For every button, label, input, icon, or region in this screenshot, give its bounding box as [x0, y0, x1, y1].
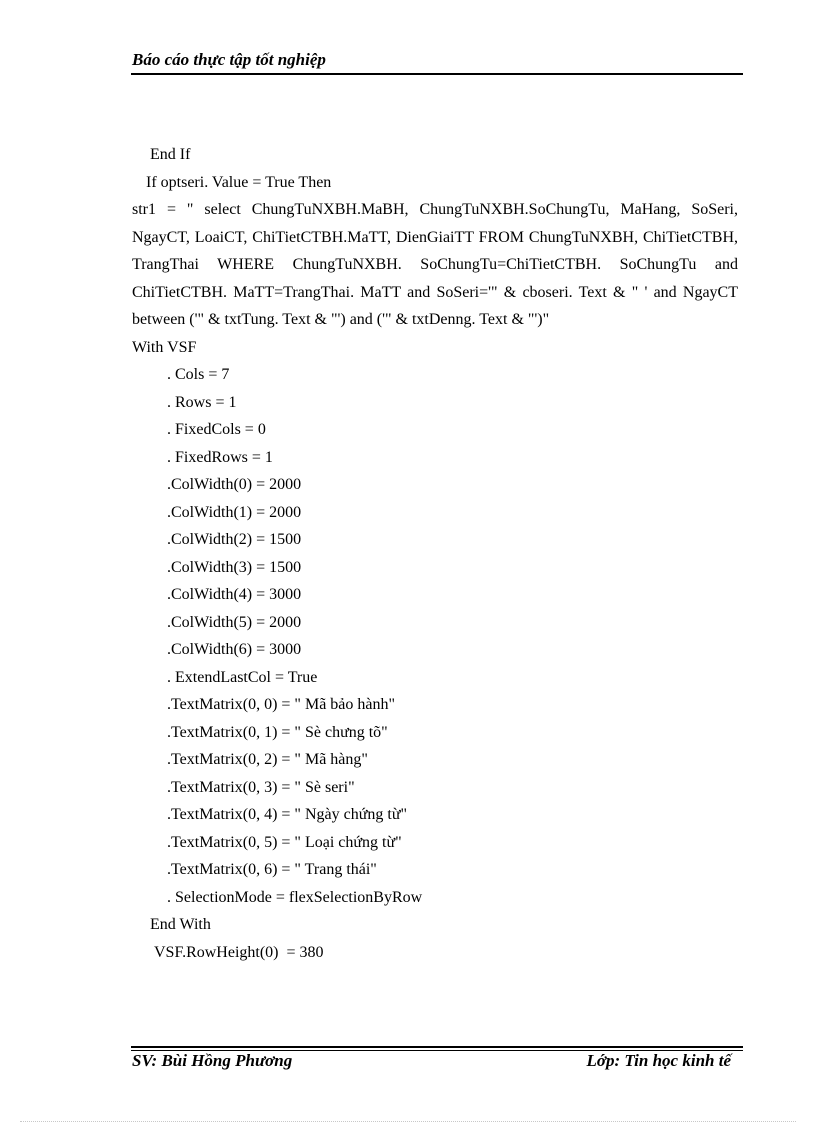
code-line: .ColWidth(3) = 1500 — [167, 558, 302, 576]
code-line: .TextMatrix(0, 4) = " Ngày chứng từ" — [167, 806, 408, 823]
with-block — [132, 361, 738, 911]
code-line: .TextMatrix(0, 3) = " Sè seri" — [167, 778, 355, 796]
code-line: .TextMatrix(0, 2) = " Mã hàng" — [167, 751, 368, 768]
footer-student: SV: Bùi Hồng Phương — [132, 1051, 293, 1070]
code-line: .ColWidth(5) = 2000 — [167, 613, 302, 631]
code-line: .TextMatrix(0, 5) = " Loại chứng từ" — [167, 833, 402, 851]
code-line-end-if: End If — [150, 146, 191, 163]
code-line: .TextMatrix(0, 0) = " Mã bảo hành" — [167, 696, 396, 713]
footer-rule — [131, 1046, 743, 1048]
code-line: .ColWidth(0) = 2000 — [167, 476, 302, 493]
page-edge-divider — [20, 1121, 796, 1122]
code-block — [132, 141, 738, 966]
header-title: Báo cáo thực tập tốt nghiệp — [132, 50, 326, 69]
code-line: . ExtendLastCol = True — [167, 668, 318, 686]
code-line-with: With VSF — [132, 338, 197, 356]
code-line: .TextMatrix(0, 1) = " Sè chưng tõ" — [167, 723, 388, 741]
code-line-end-with: End With — [150, 916, 211, 933]
code-line: .ColWidth(2) = 1500 — [167, 531, 302, 548]
footer-class: Lớp: Tin học kinh tế — [586, 1051, 731, 1070]
code-line: .TextMatrix(0, 6) = " Trang thái" — [167, 861, 377, 878]
code-line: . SelectionMode = flexSelectionByRow — [167, 888, 423, 906]
code-line: .ColWidth(4) = 3000 — [167, 586, 302, 603]
code-line: .ColWidth(1) = 2000 — [167, 503, 302, 521]
code-line: . FixedCols = 0 — [167, 421, 266, 438]
header-rule — [131, 73, 743, 75]
code-line-if: If optseri. Value = True Then — [146, 173, 332, 191]
code-line: . Cols = 7 — [167, 366, 230, 383]
code-line: . FixedRows = 1 — [167, 448, 273, 466]
code-line-str1: str1 = " select ChungTuNXBH.MaBH, ChungTuNXBH.SoChungTu, MaHang, SoSeri, NgayCT, LoaiCT, ChiTietCTBH.MaTT, DienGiaiTT FROM ChungTuNXBH, ChiTietCTBH, TrangThai WHERE ChungTuNXBH. SoChungTu=ChiTietCTBH. SoChungTu and ChiTietCTBH. MaTT=TrangThai. MaTT and SoSeri='" & cboseri. Text & " ' and NgayCT between ('" & txtTung. Text & "') and ('" & txtDenng. Text & "')" — [132, 201, 738, 328]
code-line-rowheight: VSF.RowHeight(0) = 380 — [154, 943, 324, 961]
code-line: . Rows = 1 — [167, 393, 237, 411]
code-line: .ColWidth(6) = 3000 — [167, 641, 302, 658]
